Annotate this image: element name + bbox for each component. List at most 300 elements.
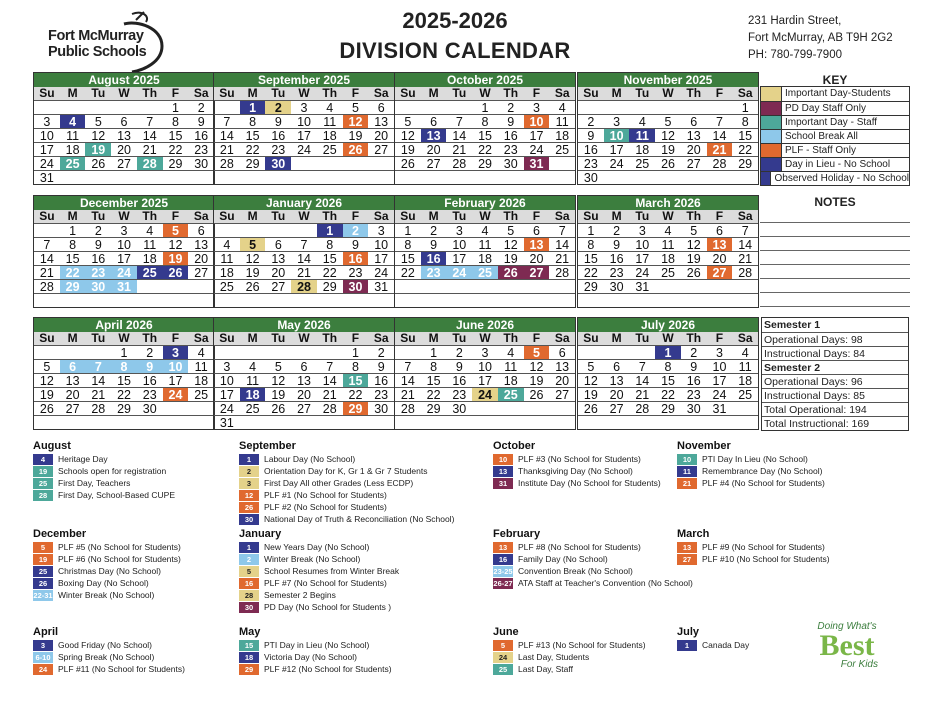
day-cell xyxy=(629,416,655,429)
day-cell xyxy=(472,294,498,307)
events-month-title: December xyxy=(33,528,87,540)
weekday-header xyxy=(395,210,575,223)
event-description: Heritage Day xyxy=(58,454,108,464)
day-cell xyxy=(240,171,266,184)
day-cell: 8 xyxy=(171,115,179,129)
day-cell: 13 xyxy=(297,374,311,388)
day-cell: 29 xyxy=(661,402,675,416)
weekday-label: F xyxy=(532,331,541,345)
day-cell xyxy=(111,101,137,114)
day-cell: 11 xyxy=(504,360,518,374)
week-row xyxy=(395,237,575,251)
day-cell: 12 xyxy=(400,129,415,143)
day-cell: 16 xyxy=(421,252,447,265)
day-cell: 26 xyxy=(163,266,189,279)
weekday-label: Sa xyxy=(737,331,753,345)
notes-line xyxy=(760,293,910,307)
day-cell: 10 xyxy=(163,360,189,373)
weekday-label: Tu xyxy=(452,331,467,345)
day-cell xyxy=(60,416,86,429)
day-cell: 18 xyxy=(142,252,157,266)
key-label: School Break All xyxy=(785,131,858,142)
weekday-label: Th xyxy=(142,331,158,345)
day-cell: 21 xyxy=(738,252,753,266)
day-cell xyxy=(317,346,343,359)
day-cell: 22 xyxy=(117,388,131,402)
event-item xyxy=(239,553,399,565)
week-row xyxy=(395,170,575,184)
weekday-label: W xyxy=(479,86,491,100)
day-cell: 4 xyxy=(249,360,257,374)
day-cell: 17 xyxy=(374,252,389,266)
notes-line xyxy=(760,279,910,293)
weekday-header xyxy=(395,332,575,345)
day-cell: 17 xyxy=(712,374,727,388)
day-cell: 13 xyxy=(421,129,447,142)
day-cell xyxy=(524,294,550,307)
day-cell: 29 xyxy=(343,402,369,415)
event-date-badge: 2 xyxy=(239,466,259,477)
day-cell xyxy=(214,171,240,184)
weekday-label: M xyxy=(247,209,258,223)
week-row xyxy=(578,387,758,401)
events-month-title: September xyxy=(239,440,296,452)
event-description: Canada Day xyxy=(702,640,750,650)
week-row xyxy=(395,401,575,415)
day-cell: 31 xyxy=(111,280,137,293)
day-cell: 9 xyxy=(137,360,163,373)
day-cell xyxy=(421,101,447,114)
day-cell xyxy=(655,416,681,429)
day-cell xyxy=(163,171,189,184)
day-cell: 22 xyxy=(478,143,492,157)
week-row xyxy=(578,100,758,114)
event-item xyxy=(33,553,181,565)
day-cell xyxy=(214,224,240,237)
weekday-label: F xyxy=(171,209,180,223)
day-cell: 5 xyxy=(404,115,412,129)
day-cell: 26 xyxy=(583,402,598,416)
district-logo xyxy=(46,10,176,70)
event-item xyxy=(239,501,454,513)
day-cell: 12 xyxy=(245,252,260,266)
day-cell: 16 xyxy=(503,129,518,143)
day-cell: 6 xyxy=(430,115,438,129)
event-description: PTI Day In Lieu (No School) xyxy=(702,454,808,464)
day-cell: 25 xyxy=(219,280,234,294)
day-cell xyxy=(578,416,604,429)
week-row xyxy=(34,345,214,359)
day-cell: 4 xyxy=(664,224,672,238)
weekday-label: W xyxy=(662,86,674,100)
weekday-label: Tu xyxy=(452,86,467,100)
month-events xyxy=(33,439,175,501)
day-cell: 24 xyxy=(529,143,544,157)
day-cell: 5 xyxy=(351,101,359,115)
day-cell: 19 xyxy=(529,374,544,388)
event-date-badge: 16 xyxy=(239,578,259,589)
day-cell xyxy=(472,416,498,429)
day-cell: 16 xyxy=(686,374,701,388)
day-cell: 19 xyxy=(503,252,518,266)
address-line1: 231 Hardin Street, xyxy=(748,15,842,27)
day-cell: 4 xyxy=(741,346,749,360)
motto-logo xyxy=(812,622,882,672)
day-cell: 16 xyxy=(374,374,389,388)
event-date-badge: 27 xyxy=(677,554,697,565)
day-cell xyxy=(732,294,758,307)
day-cell: 25 xyxy=(60,157,86,170)
month-events xyxy=(33,625,185,675)
day-cell: 5 xyxy=(274,360,282,374)
event-description: Spring Break (No School) xyxy=(58,652,155,662)
day-cell: 3 xyxy=(613,115,621,129)
key-swatch xyxy=(761,116,782,129)
day-cell xyxy=(291,157,317,170)
event-date-badge: 12 xyxy=(239,490,259,501)
event-item xyxy=(493,651,646,663)
weekday-label: M xyxy=(428,331,439,345)
weekday-label: Th xyxy=(142,209,158,223)
calendar-year-title: 2025-2026 xyxy=(402,8,508,33)
day-cell: 9 xyxy=(430,238,438,252)
day-cell xyxy=(681,294,707,307)
day-cell: 30 xyxy=(503,157,518,171)
event-date-badge: 28 xyxy=(33,490,53,501)
day-cell: 26 xyxy=(400,157,415,171)
day-cell: 2 xyxy=(587,115,595,129)
month-events xyxy=(239,439,454,525)
day-cell xyxy=(604,171,630,184)
day-cell: 18 xyxy=(240,388,266,401)
day-cell: 4 xyxy=(197,346,205,360)
day-cell xyxy=(34,101,60,114)
day-cell: 2 xyxy=(343,224,369,237)
day-cell: 8 xyxy=(326,238,334,252)
week-row xyxy=(34,293,214,307)
week-row xyxy=(214,359,394,373)
weekday-label: Su xyxy=(583,209,599,223)
day-cell: 12 xyxy=(503,238,518,252)
day-cell xyxy=(34,294,60,307)
events-month-title: August xyxy=(33,440,71,452)
day-cell xyxy=(240,346,266,359)
day-cell xyxy=(395,280,421,293)
key-label: Day in Lieu - No School xyxy=(785,159,891,170)
day-cell: 26 xyxy=(271,402,286,416)
day-cell xyxy=(188,416,214,429)
day-cell xyxy=(629,101,655,114)
month-calendar xyxy=(394,72,576,185)
events-month-title: June xyxy=(493,626,519,638)
legend-key xyxy=(760,73,910,186)
day-cell: 11 xyxy=(323,115,337,129)
week-row xyxy=(214,415,394,429)
event-date-badge: 13 xyxy=(677,542,697,553)
day-cell xyxy=(655,280,681,293)
day-cell: 10 xyxy=(524,115,550,128)
day-cell: 20 xyxy=(555,374,570,388)
event-description: Labour Day (No School) xyxy=(264,454,356,464)
org-name-line1: Fort McMurray xyxy=(48,28,144,44)
day-cell xyxy=(732,280,758,293)
event-description: National Day of Truth & Reconciliation (No School) xyxy=(264,514,455,524)
event-item xyxy=(239,663,392,675)
day-cell: 21 xyxy=(555,252,570,266)
day-cell: 24 xyxy=(297,143,311,157)
day-cell: 14 xyxy=(297,252,311,266)
event-item xyxy=(33,489,175,501)
weekday-header xyxy=(34,210,214,223)
day-cell: 12 xyxy=(583,374,598,388)
day-cell: 23 xyxy=(85,266,111,279)
day-cell xyxy=(629,346,655,359)
day-cell xyxy=(707,294,733,307)
key-box xyxy=(760,86,910,186)
day-cell xyxy=(655,294,681,307)
day-cell: 9 xyxy=(94,238,102,252)
day-cell: 8 xyxy=(741,115,749,129)
weekday-label: F xyxy=(715,86,724,100)
day-cell: 28 xyxy=(219,157,234,171)
event-date-badge: 25 xyxy=(33,478,53,489)
day-cell: 2 xyxy=(430,224,438,238)
day-cell: 18 xyxy=(322,129,337,143)
month-title: October 2025 xyxy=(395,73,575,87)
weekday-label: W xyxy=(662,331,674,345)
week-row xyxy=(34,142,214,156)
event-description: PLF #4 (No School for Students) xyxy=(702,478,825,488)
day-cell: 7 xyxy=(741,224,749,238)
week-row xyxy=(34,359,214,373)
day-cell: 1 xyxy=(430,346,438,360)
day-cell xyxy=(472,171,498,184)
events-month-title: February xyxy=(493,528,541,540)
day-cell xyxy=(368,171,394,184)
day-cell: 15 xyxy=(738,129,753,143)
day-cell: 3 xyxy=(455,224,463,238)
day-cell: 7 xyxy=(558,224,566,238)
month-calendar xyxy=(213,72,395,185)
day-cell: 16 xyxy=(452,374,467,388)
event-description: PLF #8 (No School for Students) xyxy=(518,542,641,552)
day-cell xyxy=(707,171,733,184)
day-cell: 30 xyxy=(609,280,624,294)
month-title: March 2026 xyxy=(578,196,758,210)
month-title: January 2026 xyxy=(214,196,394,210)
day-cell xyxy=(549,416,575,429)
day-cell xyxy=(498,294,524,307)
month-calendar xyxy=(577,195,759,308)
day-cell xyxy=(163,402,189,415)
weekday-label: F xyxy=(532,86,541,100)
day-cell: 29 xyxy=(245,157,260,171)
event-date-badge: 15 xyxy=(239,640,259,651)
day-cell xyxy=(317,157,343,170)
day-cell: 11 xyxy=(478,238,492,252)
event-description: PLF #9 (No School for Students) xyxy=(702,542,825,552)
day-cell: 15 xyxy=(400,252,415,266)
event-date-badge: 30 xyxy=(239,602,259,613)
event-item xyxy=(239,477,454,489)
day-cell xyxy=(681,416,707,429)
week-row xyxy=(395,251,575,265)
day-cell xyxy=(34,416,60,429)
key-label: PD Day Staff Only xyxy=(785,103,866,114)
day-cell: 21 xyxy=(142,143,157,157)
weekday-label: Tu xyxy=(635,331,650,345)
day-cell: 20 xyxy=(686,143,701,157)
key-swatch xyxy=(761,130,782,143)
event-item xyxy=(239,513,454,525)
week-row xyxy=(34,265,214,279)
day-cell: 22 xyxy=(60,266,86,279)
day-cell: 5 xyxy=(507,224,515,238)
day-cell: 6 xyxy=(197,224,205,238)
day-cell: 25 xyxy=(661,266,675,280)
event-description: PLF #1 (No School for Students) xyxy=(264,490,387,500)
semester-summary xyxy=(761,317,909,431)
events-month-title: October xyxy=(493,440,536,452)
day-cell xyxy=(137,294,163,307)
day-cell xyxy=(111,294,137,307)
day-cell xyxy=(549,402,575,415)
week-row xyxy=(395,265,575,279)
month-title: May 2026 xyxy=(214,318,394,332)
day-cell: 12 xyxy=(168,238,183,252)
day-cell: 25 xyxy=(738,388,753,402)
day-cell: 27 xyxy=(555,388,570,402)
key-item xyxy=(761,157,909,171)
day-cell: 7 xyxy=(638,360,646,374)
day-cell: 5 xyxy=(163,224,189,237)
day-cell xyxy=(395,294,421,307)
day-cell: 2 xyxy=(146,346,154,360)
day-cell: 1 xyxy=(741,101,749,115)
event-item xyxy=(677,453,825,465)
day-cell xyxy=(524,171,550,184)
day-cell: 15 xyxy=(245,129,260,143)
day-cell xyxy=(85,416,111,429)
weekday-label: W xyxy=(298,331,310,345)
event-date-badge: 19 xyxy=(33,554,53,565)
day-cell xyxy=(265,224,291,237)
day-cell: 16 xyxy=(583,143,598,157)
day-cell: 8 xyxy=(664,360,672,374)
day-cell: 31 xyxy=(712,402,727,416)
weekday-label: Su xyxy=(219,331,235,345)
day-cell xyxy=(317,416,343,429)
day-cell: 26 xyxy=(91,157,106,171)
day-cell xyxy=(472,402,498,415)
week-row xyxy=(578,170,758,184)
key-title: KEY xyxy=(822,73,848,87)
day-cell xyxy=(655,101,681,114)
week-row xyxy=(214,142,394,156)
weekday-label: W xyxy=(298,86,310,100)
day-cell: 10 xyxy=(117,238,131,252)
week-row xyxy=(214,114,394,128)
week-row xyxy=(395,128,575,142)
weekday-label: Th xyxy=(142,86,158,100)
day-cell: 14 xyxy=(635,374,650,388)
key-label: Observed Holiday - No School xyxy=(774,173,909,184)
day-cell: 5 xyxy=(43,360,51,374)
day-cell: 13 xyxy=(194,238,209,252)
day-cell: 23 xyxy=(142,388,157,402)
month-calendar xyxy=(213,317,395,430)
day-cell: 17 xyxy=(635,252,650,266)
day-cell xyxy=(343,157,369,170)
event-item xyxy=(239,577,399,589)
day-cell: 6 xyxy=(690,115,698,129)
week-row xyxy=(578,114,758,128)
day-cell: 23 xyxy=(348,266,363,280)
day-cell: 8 xyxy=(249,115,257,129)
day-cell: 21 xyxy=(452,143,467,157)
weekday-header xyxy=(578,210,758,223)
day-cell: 28 xyxy=(635,402,650,416)
event-date-badge: 5 xyxy=(493,640,513,651)
day-cell xyxy=(265,294,291,307)
day-cell xyxy=(446,416,472,429)
month-title: June 2026 xyxy=(395,318,575,332)
weekday-label: M xyxy=(611,331,622,345)
day-cell xyxy=(498,280,524,293)
day-cell xyxy=(498,416,524,429)
week-row xyxy=(214,128,394,142)
day-cell: 14 xyxy=(555,238,570,252)
day-cell: 8 xyxy=(430,360,438,374)
week-row xyxy=(395,142,575,156)
month-events xyxy=(239,625,392,675)
day-cell xyxy=(188,294,214,307)
day-cell: 7 xyxy=(326,360,334,374)
week-row xyxy=(578,373,758,387)
day-cell: 18 xyxy=(478,252,492,266)
key-item xyxy=(761,129,909,143)
events-month-title: January xyxy=(239,528,282,540)
event-description: PLF #10 (No School for Students) xyxy=(702,554,830,564)
day-cell: 13 xyxy=(707,238,733,251)
weekday-label: Tu xyxy=(635,86,650,100)
day-cell xyxy=(317,294,343,307)
semester2-instructional: Instructional Days: 85 xyxy=(762,388,908,402)
day-cell: 10 xyxy=(635,238,650,252)
day-cell: 13 xyxy=(374,115,389,129)
month-title: February 2026 xyxy=(395,196,575,210)
day-cell: 24 xyxy=(446,266,472,279)
day-cell xyxy=(681,280,707,293)
day-cell: 28 xyxy=(39,280,54,294)
weekday-label: Su xyxy=(219,209,235,223)
weekday-header xyxy=(395,87,575,100)
event-item xyxy=(239,601,399,613)
event-item xyxy=(493,453,661,465)
day-cell xyxy=(111,171,137,184)
event-description: New Years Day (No School) xyxy=(264,542,370,552)
day-cell xyxy=(604,294,630,307)
day-cell: 2 xyxy=(613,224,621,238)
week-row xyxy=(34,156,214,170)
day-cell: 30 xyxy=(686,402,701,416)
weekday-label: M xyxy=(611,209,622,223)
event-description: Boxing Day (No School) xyxy=(58,578,149,588)
event-date-badge: 4 xyxy=(33,454,53,465)
day-cell: 24 xyxy=(39,157,54,171)
day-cell xyxy=(343,416,369,429)
day-cell xyxy=(629,294,655,307)
